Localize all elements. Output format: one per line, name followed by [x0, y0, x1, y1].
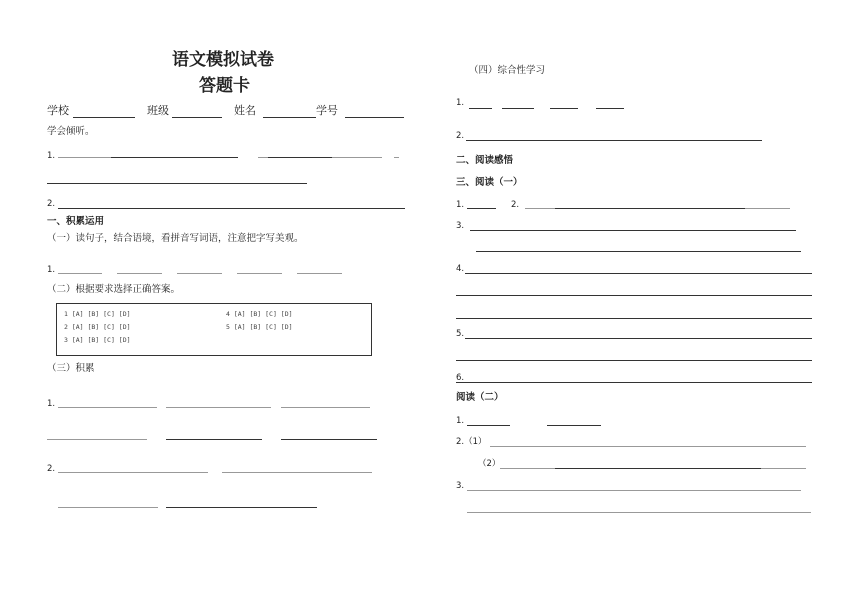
accumulate-q1-field-4[interactable] — [47, 439, 147, 440]
sub-3-q1-label: 1. — [47, 399, 56, 409]
read2-q2-label: 2.（1） — [456, 437, 487, 447]
sub-2-heading: （二）根据要求选择正确答案。 — [47, 284, 181, 295]
read2-q2-field-2a[interactable] — [500, 468, 555, 469]
school-label: 学校 — [47, 104, 69, 117]
accumulate-q1-field-1[interactable] — [58, 407, 157, 408]
sub-3-heading: （三）积累 — [47, 363, 95, 374]
pinyin-field-3[interactable] — [177, 273, 222, 274]
name-label: 姓名 — [234, 104, 256, 117]
read2-q1-field-2[interactable] — [547, 425, 601, 426]
page-subtitle: 答题卡 — [199, 76, 250, 96]
read2-q2b-label: （2） — [478, 459, 501, 469]
integrated-q1-field-2[interactable] — [502, 108, 534, 109]
read1-q2-field-b[interactable] — [555, 208, 745, 209]
sub-4-heading: （四）综合性学习 — [469, 65, 546, 76]
read1-q1-label: 1. — [456, 200, 465, 210]
pinyin-field-4[interactable] — [237, 273, 282, 274]
read1-q2-field-c[interactable] — [745, 208, 790, 209]
integrated-q2-label: 2. — [456, 131, 465, 141]
read1-q5-field-2[interactable] — [456, 360, 812, 361]
read2-q1-label: 1. — [456, 416, 465, 426]
accumulate-q1-field-5[interactable] — [166, 439, 262, 440]
read1-q4-field-1[interactable] — [465, 273, 812, 274]
read1-q6-field[interactable] — [456, 382, 812, 383]
page-title: 语文模拟试卷 — [172, 50, 274, 70]
read2-q2-field-1[interactable] — [490, 446, 806, 447]
read1-q4-label: 4. — [456, 264, 465, 274]
read-2-heading: 阅读（二） — [456, 392, 504, 403]
choice-row-3[interactable]: 3 [A] [B] [C] [D] — [64, 336, 131, 344]
read1-q3-field-1[interactable] — [470, 230, 796, 231]
read1-q1-field[interactable] — [467, 208, 496, 209]
listen-q2-field[interactable] — [58, 208, 405, 209]
read1-q5-label: 5. — [456, 329, 465, 339]
read2-q1-field-1[interactable] — [467, 425, 510, 426]
name-field[interactable] — [263, 117, 316, 118]
listen-q1-field-g[interactable] — [47, 183, 307, 184]
pinyin-field-5[interactable] — [297, 273, 342, 274]
listen-q1-field-d[interactable] — [268, 157, 332, 158]
accumulate-q2-field-1[interactable] — [58, 472, 208, 473]
read1-q6-label: 6. — [456, 373, 465, 383]
read2-q2-field-2c[interactable] — [761, 468, 806, 469]
sub-3-q2-label: 2. — [47, 464, 56, 474]
pinyin-field-1[interactable] — [58, 273, 102, 274]
id-field[interactable] — [345, 117, 404, 118]
section-3-heading: 三、阅读（一） — [456, 177, 523, 188]
listen-q1-label: 1. — [47, 151, 56, 161]
integrated-q1-field-3[interactable] — [550, 108, 578, 109]
id-label: 学号 — [316, 104, 338, 117]
choice-row-1[interactable]: 1 [A] [B] [C] [D] — [64, 310, 131, 318]
integrated-q1-field-4[interactable] — [596, 108, 624, 109]
read2-q3-field-2[interactable] — [467, 512, 811, 513]
read1-q4-field-2[interactable] — [456, 295, 812, 296]
read1-q2-field-a[interactable] — [525, 208, 555, 209]
pinyin-field-2[interactable] — [117, 273, 162, 274]
class-field[interactable] — [172, 117, 222, 118]
sub-1-q1-label: 1. — [47, 265, 56, 275]
school-field[interactable] — [73, 117, 135, 118]
section-1-heading: 一、积累运用 — [47, 216, 105, 227]
accumulate-q1-field-2[interactable] — [166, 407, 271, 408]
listen-q1-field-b[interactable] — [111, 157, 238, 158]
read1-q3-label: 3. — [456, 221, 465, 231]
read1-q5-field-1[interactable] — [465, 338, 812, 339]
class-label: 班级 — [147, 104, 169, 117]
accumulate-q2-field-3[interactable] — [58, 507, 158, 508]
integrated-q2-field[interactable] — [466, 140, 762, 141]
accumulate-q1-field-3[interactable] — [281, 407, 370, 408]
read1-q2-label: 2. — [511, 200, 520, 210]
listen-heading: 学会倾听。 — [47, 126, 95, 137]
listen-q1-field-f[interactable] — [394, 157, 399, 158]
read2-q2-field-2b[interactable] — [555, 468, 761, 469]
section-2-heading: 二、阅读感悟 — [456, 155, 514, 166]
read1-q3-field-2[interactable] — [476, 251, 801, 252]
listen-q1-field-a[interactable] — [58, 157, 111, 158]
read1-q4-field-3[interactable] — [456, 318, 812, 319]
choice-row-5[interactable]: 5 [A] [B] [C] [D] — [226, 323, 293, 331]
listen-q2-label: 2. — [47, 199, 56, 209]
read2-q3-label: 3. — [456, 481, 465, 491]
sub-1-heading: （一）读句子，结合语境，看拼音写词语，注意把字写美观。 — [47, 233, 304, 244]
integrated-q1-field-1[interactable] — [469, 108, 492, 109]
listen-q1-field-e[interactable] — [332, 157, 382, 158]
integrated-q1-label: 1. — [456, 98, 465, 108]
accumulate-q2-field-4[interactable] — [166, 507, 317, 508]
choice-row-2[interactable]: 2 [A] [B] [C] [D] — [64, 323, 131, 331]
accumulate-q2-field-2[interactable] — [222, 472, 372, 473]
read2-q3-field-1[interactable] — [467, 490, 801, 491]
listen-q1-field-c[interactable] — [258, 157, 268, 158]
accumulate-q1-field-6[interactable] — [281, 439, 377, 440]
choice-row-4[interactable]: 4 [A] [B] [C] [D] — [226, 310, 293, 318]
